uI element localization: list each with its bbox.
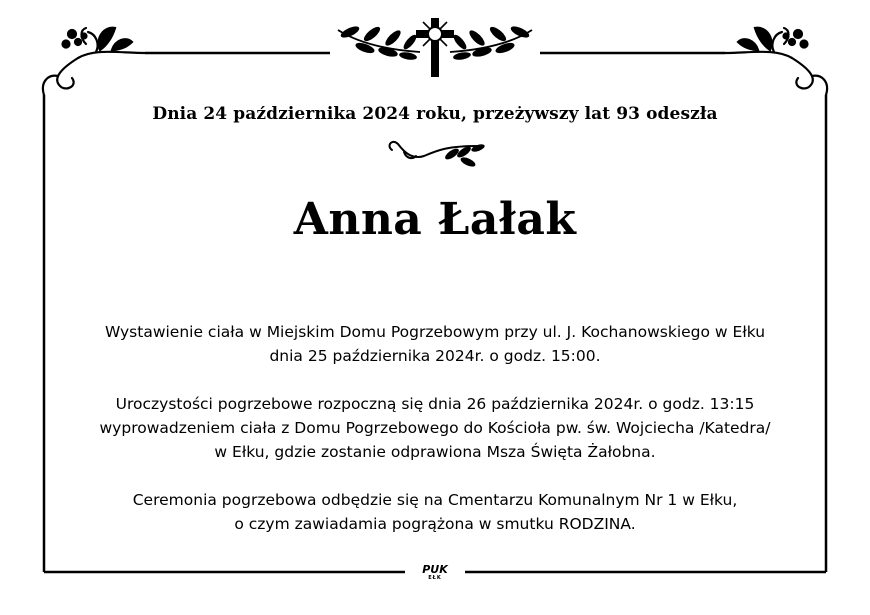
olive-sprig-flourish-icon [390, 142, 486, 169]
puk-logo-subtitle: EŁK [428, 575, 442, 581]
paragraph-line: Uroczystości pogrzebowe rozpoczną się dnia 26 października 2024r. o godz. 13:15 [115, 395, 755, 413]
floral-corner-ornament-icon [43, 28, 145, 95]
floral-corner-ornament-icon [725, 28, 827, 95]
paragraph-line: o czym zawiadamia pogrążona w smutku RODZINA. [234, 515, 636, 533]
obituary-body [40, 320, 830, 560]
death-date-announcement: Dnia 24 października 2024 roku, przeżywszy lat 93 odeszła [152, 104, 718, 124]
burial-paragraph [40, 488, 830, 536]
paragraph-line: Wystawienie ciała w Miejskim Domu Pogrzebowym przy ul. J. Kochanowskiego w Ełku [104, 323, 766, 341]
viewing-paragraph [40, 320, 830, 368]
paragraph-line: w Ełku, gdzie zostanie odprawiona Msza Święta Żałobna. [214, 443, 656, 461]
puk-logo: PUK [422, 563, 448, 576]
funeral-ceremony-paragraph [40, 392, 830, 464]
cross-with-olive-branches-icon [338, 18, 532, 77]
paragraph-line: wyprowadzeniem ciała z Domu Pogrzebowego do Kościoła pw. św. Wojciecha /Katedra/ [99, 419, 771, 437]
deceased-name: Anna Łałak [293, 194, 577, 245]
paragraph-line: Ceremonia pogrzebowa odbędzie się na Cmentarzu Komunalnym Nr 1 w Ełku, [132, 491, 738, 509]
paragraph-line: dnia 25 października 2024r. o godz. 15:00. [269, 347, 601, 365]
